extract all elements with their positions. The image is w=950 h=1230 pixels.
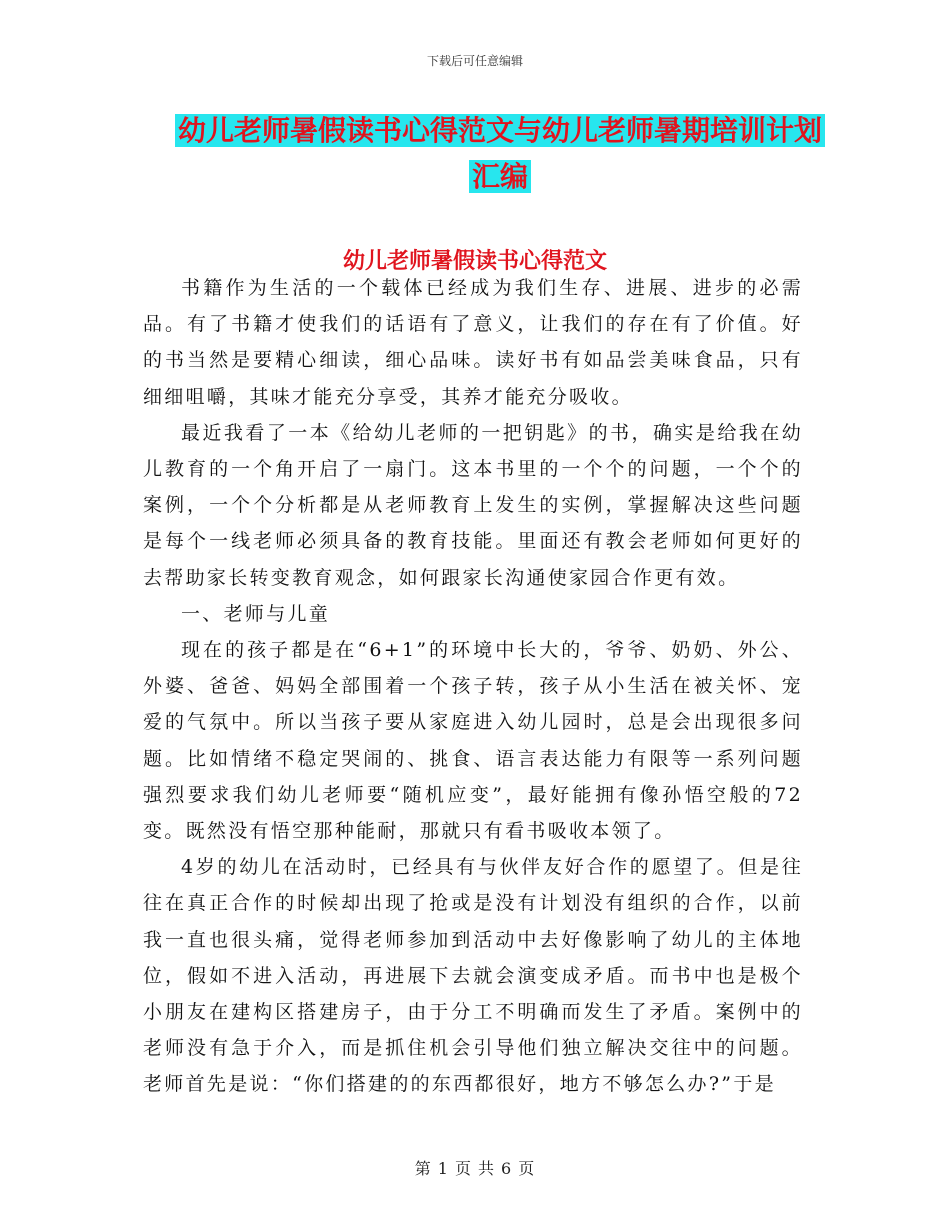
- footer-page-label: 页: [454, 1159, 472, 1178]
- paragraph: 书籍作为生活的一个载体已经成为我们生存、进展、进步的必需品。有了书籍才使我们的话语有了意义，让我们的存在有了价值。好的书当然是要精心细读，细心品味。读好书有如品尝美味食品，只有细细咀嚼，其味才能充分享受，其养才能充分吸收。: [143, 277, 803, 408]
- paragraph: 现在的孩子都是在“6+1”的环境中长大的，爷爷、奶奶、外公、外婆、爸爸、妈妈全部围着一个孩子转，孩子从小生活在被关怀、宠爱的气氛中。所以当孩子要从家庭进入幼儿园时，总是会出现很多问题。比如情绪不稳定哭闹的、挑食、语言表达能力有限等一系列问题强烈要求我们幼儿老师要“随机应变”，最好能拥有像孙悟空般的72变。既然没有悟空那种能耐，那就只有看书吸收本领了。: [143, 639, 803, 843]
- footer-suffix: 页: [518, 1159, 536, 1178]
- footer-page-number: 1: [437, 1159, 449, 1178]
- header-note: 下载后可任意编辑: [426, 54, 523, 68]
- paragraph-heading: 一、老师与儿童: [181, 602, 331, 625]
- document-title-line2: 汇编: [469, 160, 531, 193]
- document-body: [143, 270, 803, 1103]
- footer-total-pages: 6: [501, 1159, 513, 1178]
- document-title: [140, 108, 860, 200]
- paragraph: 4岁的幼儿在活动时，已经具有与伙伴友好合作的愿望了。但是往往在真正合作的时候却出现了抢或是没有计划没有组织的合作，以前我一直也很头痛，觉得老师参加到活动中去好像影响了幼儿的主体地位，假如不进入活动，再进展下去就会演变成矛盾。而书中也是极个小朋友在建构区搭建房子，由于分工不明确而发生了矛盾。案例中的老师没有急于介入，而是抓住机会引导他们独立解决交往中的问题。老师首先是说：“你们搭建的的东西都很好，地方不够怎么办?”于是: [143, 856, 803, 1096]
- document-title-line1: 幼儿老师暑假读书心得范文与幼儿老师暑期培训计划: [175, 114, 825, 147]
- paragraph: 最近我看了一本《给幼儿老师的一把钥匙》的书，确实是给我在幼儿教育的一个角开启了一扇门。这本书里的一个个的问题，一个个的案例，一个个分析都是从老师教育上发生的实例，掌握解决这些问题是每个一线老师必须具备的教育技能。里面还有教会老师如何更好的去帮助家长转变教育观念，如何跟家长沟通使家园合作更有效。: [143, 421, 803, 589]
- footer-total-prefix: 共: [478, 1159, 496, 1178]
- footer-prefix: 第: [414, 1159, 432, 1178]
- page-footer: [0, 1156, 950, 1179]
- section-title: 幼儿老师暑假读书心得范文: [342, 249, 607, 274]
